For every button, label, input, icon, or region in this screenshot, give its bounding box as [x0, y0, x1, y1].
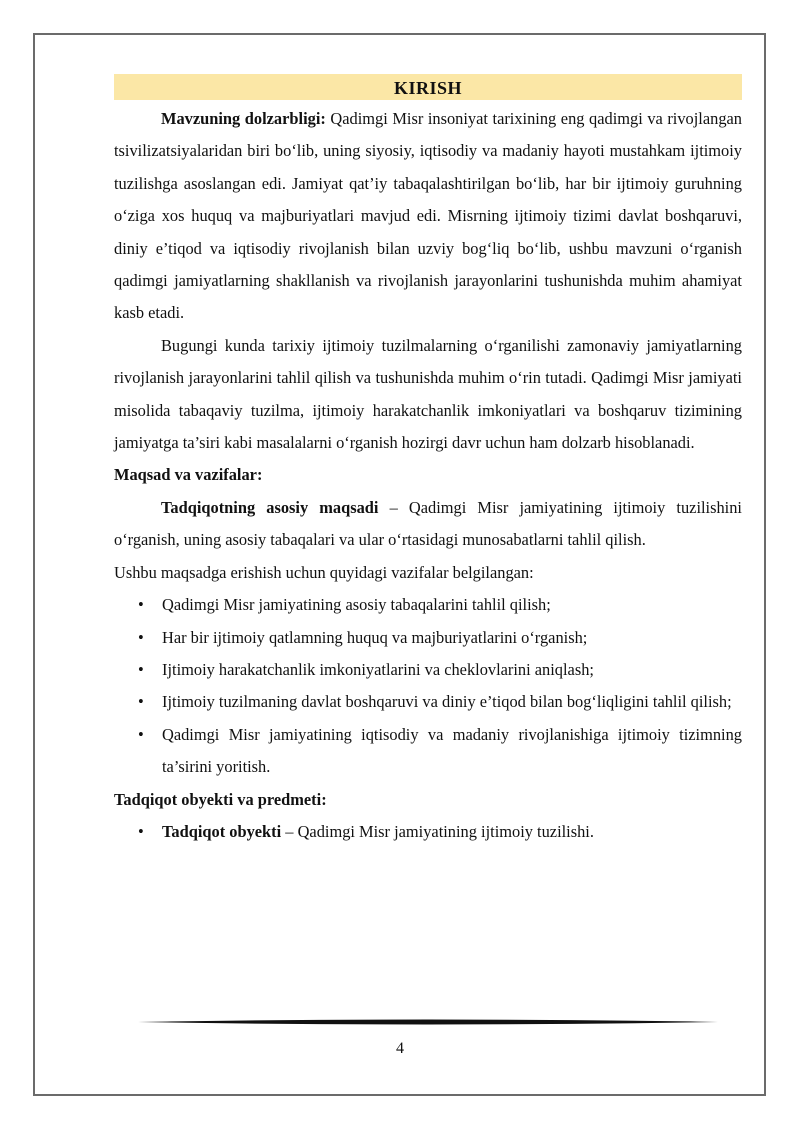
list-item: • Har bir ijtimoiy qatlamning huquq va majburiyatlarini o‘rganish; — [114, 622, 742, 654]
object-list — [114, 816, 742, 848]
relevance-lead: Mavzuning dolzarbligi: — [161, 109, 326, 128]
document-body — [114, 74, 742, 848]
list-item: • Ijtimoiy harakatchanlik imkoniyatlarini va cheklovlarini aniqlash; — [114, 654, 742, 686]
list-item — [114, 816, 742, 848]
bullet-icon: • — [138, 692, 144, 712]
bullet-icon: • — [138, 595, 144, 615]
relevance-text: Qadimgi Misr insoniyat tarixining eng qadimgi va rivojlangan tsivilizatsiyalaridan biri bo‘lib, uning siyosiy, iqtisodiy va madaniy hayoti mustahkam ijtimoiy tuzilishga asoslangan edi. Jamiyat qat’iy tabaqalashtirilgan bo‘lib, har bir ijtimoiy guruhning o‘ziga xos huquq va majburiyatlari mavjud edi. Misrning ijtimoiy tizimi davlat boshqaruvi, diniy e’tiqod va iqtisodiy rivojlanish bilan uzviy bog‘liq bo‘lib, ushbu mavzuni o‘rganish qadimgi jamiyatlarning shakllanish va rivojlanish jarayonlarini tushunishda muhim ahamiyat kasb etadi. — [114, 109, 742, 323]
relevance-paragraph — [114, 103, 742, 330]
bullet-icon: • — [138, 724, 144, 744]
goal-text: – Qadimgi Misr jamiyatining ijtimoiy tuzilishini o‘rganish, uning asosiy tabaqalari va ular o‘rtasidagi munosabatlarni tahlil qilish. — [114, 497, 742, 550]
goal-lead: Tadqiqotning asosiy maqsadi — [161, 497, 379, 517]
goals-heading: Maqsad va vazifalar: — [114, 465, 263, 485]
page-number: 4 — [396, 1040, 404, 1057]
object-text: – Qadimgi Misr jamiyatining ijtimoiy tuzilishi. — [281, 821, 594, 841]
tasks-intro: Ushbu maqsadga erishish uchun quyidagi vazifalar belgilangan: — [114, 562, 534, 582]
list-item: • Ijtimoiy tuzilmaning davlat boshqaruvi va diniy e’tiqod bilan bog‘liqligini tahlil qilish; — [114, 686, 742, 718]
list-item: • Qadimgi Misr jamiyatining iqtisodiy va madaniy rivojlanishiga ijtimoiy tizimning ta’sirini yoritish. — [114, 719, 742, 784]
object-heading: Tadqiqot obyekti va predmeti: — [114, 789, 327, 809]
context-paragraph: Bugungi kunda tarixiy ijtimoiy tuzilmalarning o‘rganilishi zamonaviy jamiyatlarning rivojlanish jarayonlarini tahlil qilish va tushunishda muhim o‘rin tutadi. Qadimgi Misr jamiyati misolida tabaqaviy tuzilma, ijtimoiy harakatchanlik imkoniyatlari va boshqaruv tizimining jamiyatga ta’siri kabi masalalarni o‘rganish hozirgi davr uchun ham dolzarb hisoblanadi. — [114, 335, 742, 453]
list-item: • Qadimgi Misr jamiyatining asosiy tabaqalarini tahlil qilish; — [114, 589, 742, 621]
bullet-icon: • — [138, 821, 144, 841]
tasks-list — [114, 589, 742, 783]
footer-divider — [138, 1018, 718, 1026]
goal-paragraph — [114, 492, 742, 557]
section-heading: KIRISH — [114, 74, 742, 100]
bullet-icon: • — [138, 659, 144, 679]
object-lead: Tadqiqot obyekti — [162, 821, 282, 841]
bullet-icon: • — [138, 627, 144, 647]
